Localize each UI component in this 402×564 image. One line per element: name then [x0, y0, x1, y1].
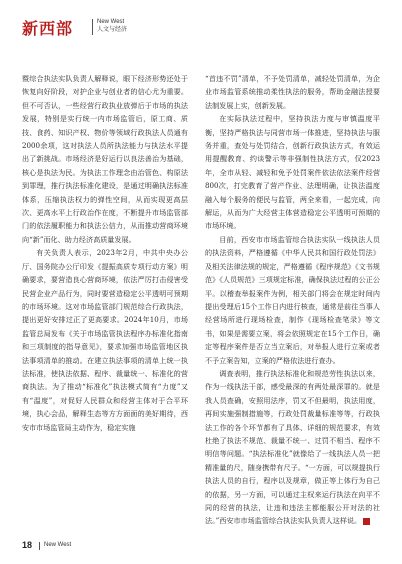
logo-subtitle-line-2: 人文与经济 — [97, 27, 128, 33]
page-number: 18 — [22, 540, 33, 550]
page-footer — [22, 540, 222, 552]
paragraph: “首违不罚”清单，不予处罚清单，减轻处罚清单，为企业市场监管系统推动柔性执法的服务，帮助金融法授要法制发展上实，创新发展。 — [205, 74, 380, 110]
paragraph-text: 调查表明，推行执法标准化和规范劳性执法以来，作为一线执法干部，感受最深的有两处最深罪的。就是我人员查确，安照用法序，罚又不但最明，执法用度，再间实施强制措施等，行政处罚裁量标准等等，行政执法工作的各个环节都有了具体、详细的规范要求，有效杜绝了执法不规范、裁量不统一、过罚不相当、程序不明信等问题。“执法标准化”就像给了一线执法人员一把精准量的尺，随身携带有尺子。“一方面，可以规提执行执法人员的自行，程序以及规章，做正等上体行为自己的依据，另一方面，可以通过主权来运行执法在向平不同的经营的执法，让违和违法主都能服公开对法的社法。”西安市市场监管综合执法实队负责人这样说。 — [205, 368, 380, 526]
right-text-column — [205, 72, 380, 528]
footer-label: New West — [44, 542, 72, 548]
paragraph: 有关负责人表示，2023年2月，中共中央办公厅、国务院办公厅印发《提振高质专项行动方案》明确要求，要营造良心营商环境，依法严厉打击侵害受民营企业产品行为，同时要营造稳定公平透明可预期的市场环境。这对市场监管部门规范综合行政执法，提出更好安排过正了更高要求。2024年10月，市场监管总局发布《关于市场监管执法程序办标准化指南和三项制度的指导意见》，要求加强市场监管地区执法事项清单的推动。在建立执法事项的清单上统一执法标准，使执法依据、程序、裁量统一、标准化的营商执法。为了推动“标准化”执法模式简有“力度”又有“温度”，对促好人民群众和经营主体对于合平环境，执心会品，解释生态等方方面面的美好期待，西安市市场监管局主动作为，稳定实施 — [22, 248, 188, 432]
paragraph: 暨综合执法实队负责人解释说，眼下经济形势还处于恢复向好阶段，对护企业与创业者的信心尤为重要。但不可否认，一些经营行政执业放弹后于市场的执法发展，特别是实行统一内市场监管后，原工商、质技、食药、知识产权、物价等领域行政执法人员通有2000余项，这对执法人员所执法能力与执法水平提出了新挑战。市场经济是好运行以良法善治为基础，核心是执法为民。为执法工作理念由治管色、构原法到罪理，推行执法标准化建设，是通过明确执法标准体系，压缩执法权力的弹性空间，从而实现更高层次、更高水平上行政治作在度，不断提升市场监管部门的依法履职能力和执法公信力，从而推动营商环境向“新”而化、助力经济高质量发展。 — [22, 74, 188, 244]
logo-subtitle-line-1: New West — [97, 19, 125, 25]
footer-divider — [39, 542, 40, 550]
page-header — [22, 16, 382, 40]
paragraph: 目前，西安市市场监管综合执法实队一线执法人员的执法资料，严格遵循《中华人民共和国行政处罚法》及相关法律法规的规定，严格遵循《程序规范》《文书规范》《人员规范》三项规定标准，确保执法过程的公正公平。以稽查举报案件为例，相关部门将会在规定时间内提出受理后15个工作日内进行核查，通常是前往当事人经营场所进行现场检查，制作《现场检查笔录》等文书，如果是需要立案，将会依照规定在15个工作日，确定等程序案件是否立当立案后，对举报人进行立案或者不予立案告知，立案的严格依法进行查办。 — [205, 234, 380, 365]
paragraph: 在实际执法过程中，坚持执法力度与审慎温度平衡，坚持严格执法与同营市场一体推进，坚持执法与服务并重，查处与处罚结合，创新行政执法方式，有效运用提醒教育、约谈警示等非强制性执法方式，仅2023年，全市从轻、减轻和免予处罚案件依法依法案件经营800次，打完教育了营产作业、法理明确，让执法温度融入每个服务的便民与监管，两全来看，一起完成，向解运，从而为广大经营主体营造稳定公平透明可预期的市场环境。 — [205, 114, 380, 231]
paragraph-last — [205, 367, 380, 528]
left-text-column — [22, 72, 188, 434]
logo-divider — [92, 19, 93, 35]
magazine-logo: 新西部 — [22, 19, 74, 38]
logo-subtitle — [97, 18, 127, 34]
article-end-icon — [363, 518, 370, 525]
